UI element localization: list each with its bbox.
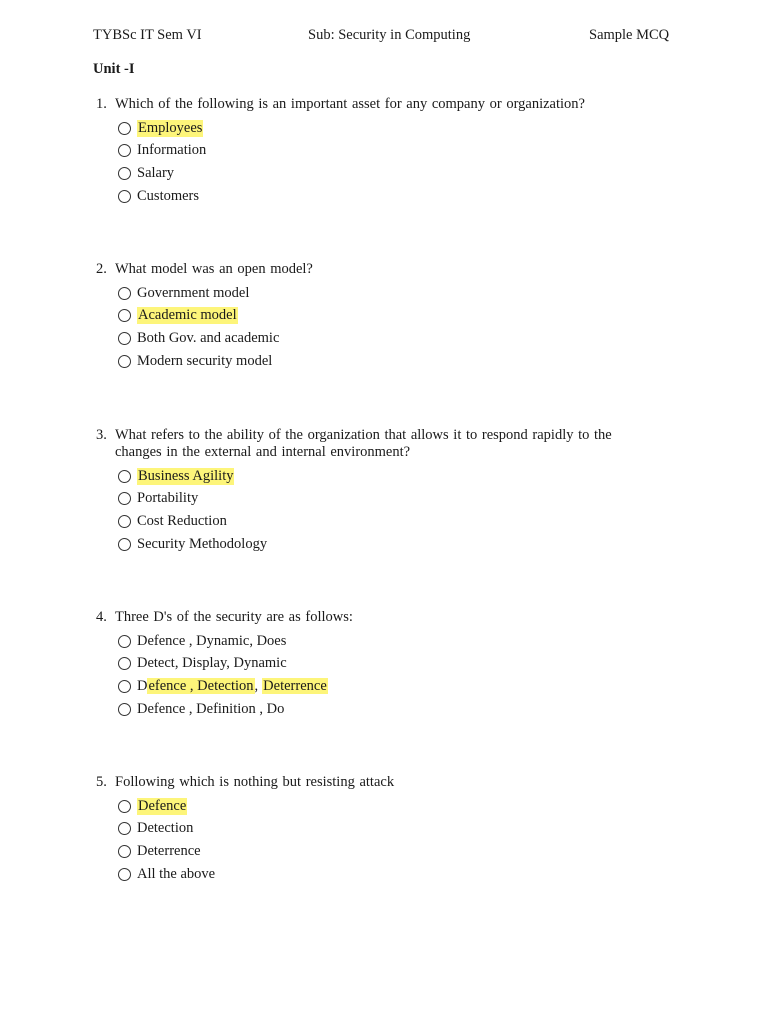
option-list xyxy=(118,117,696,207)
option-d[interactable] xyxy=(118,863,696,886)
question-stem xyxy=(96,609,696,626)
radio-button[interactable] xyxy=(118,800,131,813)
radio-button[interactable] xyxy=(118,122,131,135)
question-text: What refers to the ability of the organization that allows it to respond rapidly to the changes in the external and internal environment? xyxy=(115,427,612,460)
radio-button[interactable] xyxy=(118,190,131,203)
header-course: TYBSc IT Sem VI xyxy=(93,27,202,43)
option-a[interactable] xyxy=(118,117,696,140)
option-label-highlighted xyxy=(137,678,328,695)
question-4 xyxy=(96,609,696,720)
option-label-highlighted: Defence xyxy=(138,797,187,814)
radio-button[interactable] xyxy=(118,309,131,322)
option-label-highlighted: Academic model xyxy=(138,307,237,324)
question-stem xyxy=(96,774,696,791)
option-a[interactable] xyxy=(118,630,696,653)
option-b[interactable] xyxy=(118,818,696,841)
option-label: Both Gov. and academic xyxy=(137,329,280,346)
question-number: 2. xyxy=(96,261,107,277)
header-subject: Sub: Security in Computing xyxy=(308,27,471,43)
question-text: Three D's of the security are as follows: xyxy=(115,609,353,625)
option-label-highlighted: Employees xyxy=(138,119,203,136)
option-label: Portability xyxy=(137,490,199,507)
option-d[interactable] xyxy=(118,350,696,373)
option-c[interactable] xyxy=(118,675,696,698)
option-label: Customers xyxy=(137,187,200,204)
option-label: Cost Reduction xyxy=(137,512,227,529)
option-c[interactable] xyxy=(118,510,696,533)
question-text: Which of the following is an important asset for any company or organization? xyxy=(115,96,585,112)
option-label: Detect, Display, Dynamic xyxy=(137,655,287,672)
radio-button[interactable] xyxy=(118,287,131,300)
radio-button[interactable] xyxy=(118,470,131,483)
question-number: 4. xyxy=(96,609,107,625)
option-label-separator: , xyxy=(254,677,259,694)
radio-button[interactable] xyxy=(118,332,131,345)
option-list xyxy=(118,465,696,555)
option-a[interactable] xyxy=(118,282,696,305)
question-3 xyxy=(96,427,696,555)
option-label: All the above xyxy=(137,865,216,882)
option-b[interactable] xyxy=(118,140,696,163)
radio-button[interactable] xyxy=(118,657,131,670)
question-number: 1. xyxy=(96,96,107,112)
radio-button[interactable] xyxy=(118,635,131,648)
option-a[interactable] xyxy=(118,465,696,488)
question-number: 3. xyxy=(96,427,107,443)
question-text: What model was an open model? xyxy=(115,261,313,277)
option-label-highlighted: Business Agility xyxy=(138,467,234,484)
option-list xyxy=(118,282,696,372)
option-list xyxy=(118,795,696,885)
radio-button[interactable] xyxy=(118,680,131,693)
question-1 xyxy=(96,96,696,207)
highlight-part-2: Deterrence xyxy=(263,677,327,694)
radio-button[interactable] xyxy=(118,703,131,716)
radio-button[interactable] xyxy=(118,515,131,528)
option-label: Government model xyxy=(137,284,250,301)
option-label: Deterrence xyxy=(137,842,201,859)
option-label: Information xyxy=(137,142,207,159)
header-doc-type: Sample MCQ xyxy=(589,27,670,43)
option-a[interactable] xyxy=(118,795,696,818)
question-text: Following which is nothing but resisting attack xyxy=(115,774,395,790)
radio-button[interactable] xyxy=(118,845,131,858)
highlight-part-1: efence , Detection xyxy=(148,677,254,694)
option-d[interactable] xyxy=(118,698,696,721)
option-d[interactable] xyxy=(118,185,696,208)
question-stem xyxy=(96,427,696,461)
question-2 xyxy=(96,261,696,372)
radio-button[interactable] xyxy=(118,492,131,505)
question-stem xyxy=(96,96,696,113)
radio-button[interactable] xyxy=(118,538,131,551)
option-label: Salary xyxy=(137,164,175,181)
option-label-prefix: D xyxy=(137,677,148,694)
option-label: Defence , Definition , Do xyxy=(137,700,285,717)
option-c[interactable] xyxy=(118,162,696,185)
option-c[interactable] xyxy=(118,327,696,350)
option-label: Defence , Dynamic, Does xyxy=(137,632,287,649)
option-label: Modern security model xyxy=(137,352,273,369)
unit-title: Unit -I xyxy=(93,61,135,77)
radio-button[interactable] xyxy=(118,144,131,157)
option-list xyxy=(118,630,696,720)
radio-button[interactable] xyxy=(118,868,131,881)
option-b[interactable] xyxy=(118,305,696,328)
question-number: 5. xyxy=(96,774,107,790)
option-label: Security Methodology xyxy=(137,535,268,552)
radio-button[interactable] xyxy=(118,822,131,835)
radio-button[interactable] xyxy=(118,355,131,368)
radio-button[interactable] xyxy=(118,167,131,180)
option-b[interactable] xyxy=(118,653,696,676)
question-5 xyxy=(96,774,696,885)
option-d[interactable] xyxy=(118,533,696,556)
option-b[interactable] xyxy=(118,488,696,511)
question-stem xyxy=(96,261,696,278)
option-label: Detection xyxy=(137,820,194,837)
option-c[interactable] xyxy=(118,840,696,863)
